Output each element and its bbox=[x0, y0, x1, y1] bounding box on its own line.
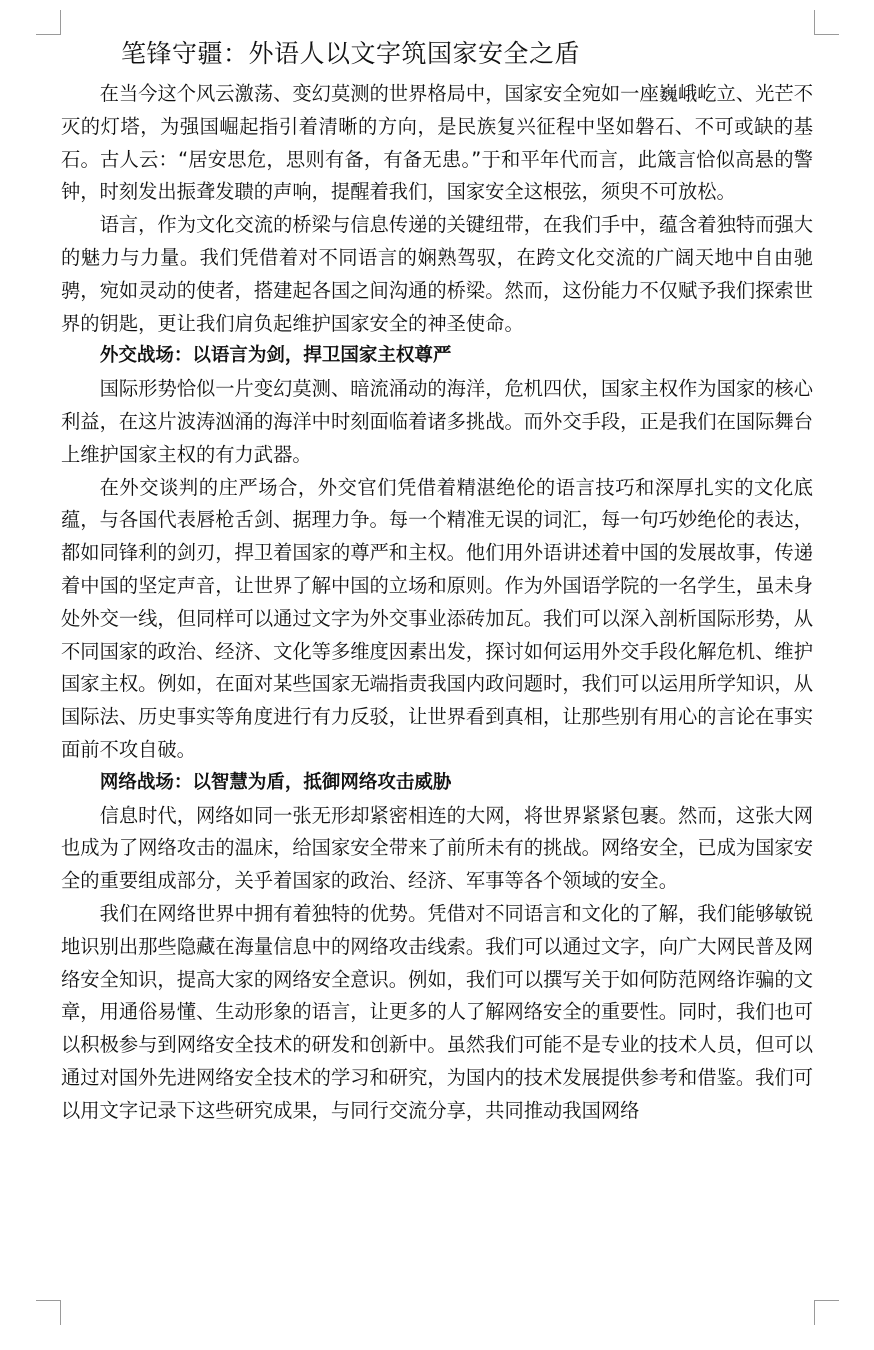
paragraph-cyber-advantage: 我们在网络世界中拥有着独特的优势。凭借对不同语言和文化的了解，我们能够敏锐地识别出那些隐藏在海量信息中的网络攻击线索。我们可以通过文字，向广大网民普及网络安全知识，提高大家的网络安全意识。例如，我们可以撰写关于如何防范网络诈骗的文章，用通俗易懂、生动形象的语言，让更多的人了解网络安全的重要性。同时，我们也可以积极参与到网络安全技术的研发和创新中。虽然我们可能不是专业的技术人员，但可以通过对国外先进网络安全技术的学习和研究，为国内的技术发展提供参考和借鉴。我们可以用文字记录下这些研究成果，与同行交流分享，共同推动我国网络 bbox=[61, 901, 813, 1122]
paragraph-language: 语言，作为文化交流的桥梁与信息传递的关键纽带，在我们手中，蕴含着独特而强大的魅力与力量。我们凭借着对不同语言的娴熟驾驭，在跨文化交流的广阔天地中自由驰骋，宛如灵动的使者，搭建起各国之间沟通的桥梁。然而，这份能力不仅赋予我们探索世界的钥匙，更让我们肩负起维护国家安全的神圣使命。 bbox=[61, 213, 813, 335]
section-heading-diplomacy: 外交战场：以语言为剑，捍卫国家主权尊严 bbox=[99, 345, 452, 367]
section-heading-cyber: 网络战场：以智慧为盾，抵御网络攻击威胁 bbox=[99, 771, 452, 793]
paragraph-information-age: 信息时代，网络如同一张无形却紧密相连的大网，将世界紧紧包裹。然而，这张大网也成为了网络攻击的温床，给国家安全带来了前所未有的挑战。网络安全，已成为国家安全的重要组成部分，关乎着国家的政治、经济、军事等各个领域的安全。 bbox=[61, 803, 813, 893]
crop-mark-bottom-right bbox=[814, 1300, 839, 1325]
document-body bbox=[61, 30, 813, 1128]
crop-mark-top-left bbox=[36, 10, 61, 35]
paragraph-international-situation: 国际形势恰似一片变幻莫测、暗流涌动的海洋，危机四伏，国家主权作为国家的核心利益，在这片波涛汹涌的海洋中时刻面临着诸多挑战。而外交手段，正是我们在国际舞台上维护国家主权的有力武器。 bbox=[61, 377, 813, 466]
crop-mark-bottom-left bbox=[36, 1300, 61, 1325]
paragraph-intro: 在当今这个风云激荡、变幻莫测的世界格局中，国家安全宛如一座巍峨屹立、光芒不灭的灯塔，为强国崛起指引着清晰的方向，是民族复兴征程中坚如磐石、不可或缺的基石。古人云：“居安思危，思则有备，有备无患。”于和平年代而言，此箴言恰似高悬的警钟，时刻发出振聋发聩的声响，提醒着我们，国家安全这根弦，须臾不可放松。 bbox=[61, 82, 813, 204]
paragraph-diplomatic-negotiation: 在外交谈判的庄严场合，外交官们凭借着精湛绝伦的语言技巧和深厚扎实的文化底蕴，与各国代表唇枪舌剑、据理力争。每一个精准无误的词汇，每一句巧妙绝伦的表达，都如同锋利的剑刃，捍卫着国家的尊严和主权。他们用外语讲述着中国的发展故事，传递着中国的坚定声音，让世界了解中国的立场和原则。作为外国语学院的一名学生，虽未身处外交一线，但同样可以通过文字为外交事业添砖加瓦。我们可以深入剖析国际形势，从不同国家的政治、经济、文化等多维度因素出发，探讨如何运用外交手段化解危机、维护国家主权。例如，在面对某些国家无端指责我国内政问题时，我们可以运用所学知识，从国际法、历史事实等角度进行有力反驳，让世界看到真相，让那些别有用心的言论在事实面前不攻自破。 bbox=[61, 475, 813, 761]
crop-mark-top-right bbox=[814, 10, 839, 35]
document-title: 笔锋守疆：外语人以文字筑国家安全之盾 bbox=[121, 39, 581, 68]
